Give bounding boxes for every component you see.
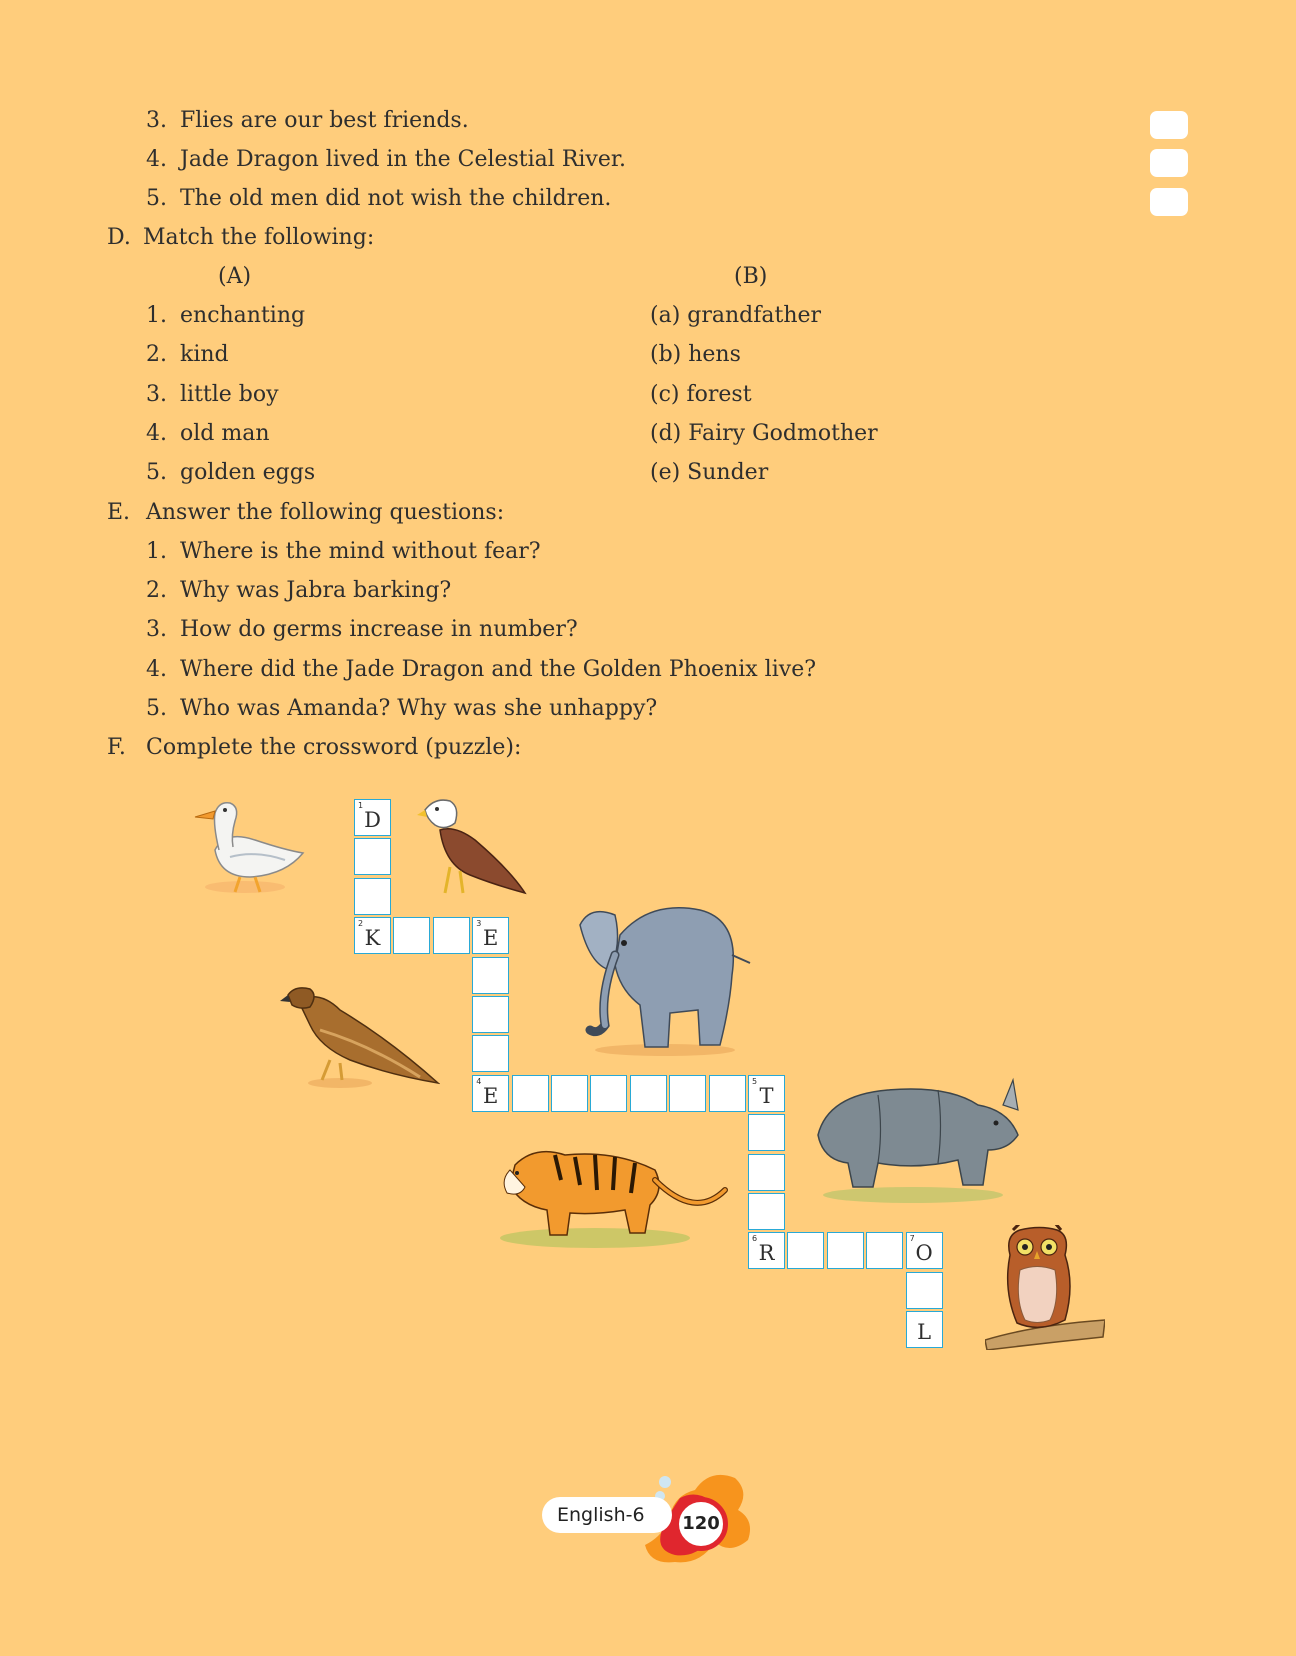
item-text: kind bbox=[180, 342, 229, 367]
crossword-cell[interactable] bbox=[630, 1075, 667, 1112]
item-text: The old men did not wish the children. bbox=[180, 186, 612, 211]
match-item-b: (c) forest bbox=[650, 382, 752, 407]
item-text: Where is the mind without fear? bbox=[180, 539, 541, 564]
crossword-cell[interactable] bbox=[906, 1311, 943, 1348]
match-item-b: (e) Sunder bbox=[650, 460, 769, 485]
crossword-cell[interactable] bbox=[906, 1232, 943, 1269]
section-heading: Complete the crossword (puzzle): bbox=[146, 735, 522, 760]
section-heading: Match the following: bbox=[143, 225, 375, 250]
crossword-cell[interactable] bbox=[472, 957, 509, 994]
item-number: 4. bbox=[146, 657, 167, 682]
item-text: enchanting bbox=[180, 303, 306, 328]
clue-number: 3 bbox=[476, 919, 482, 929]
item-text: Jade Dragon lived in the Celestial River. bbox=[180, 147, 626, 172]
crossword-cell[interactable] bbox=[354, 838, 391, 875]
item-text: little boy bbox=[180, 382, 279, 407]
crossword-cell[interactable] bbox=[748, 1232, 785, 1269]
item-number: 1. bbox=[146, 539, 167, 564]
book-title-pill bbox=[542, 1497, 672, 1533]
clue-number: 7 bbox=[909, 1234, 915, 1244]
given-letter: E bbox=[483, 1083, 499, 1108]
crossword-cell[interactable] bbox=[709, 1075, 746, 1112]
crossword-cell[interactable] bbox=[354, 917, 391, 954]
crossword-cell[interactable] bbox=[748, 1154, 785, 1191]
section-label: F. bbox=[107, 735, 126, 760]
crossword-cell[interactable] bbox=[472, 1075, 509, 1112]
crossword-cell[interactable] bbox=[906, 1272, 943, 1309]
crossword-cell[interactable] bbox=[827, 1232, 864, 1269]
column-b-header: (B) bbox=[734, 264, 768, 289]
crossword-cell[interactable] bbox=[472, 917, 509, 954]
crossword-cell[interactable] bbox=[512, 1075, 549, 1112]
crossword-cell[interactable] bbox=[472, 1035, 509, 1072]
given-letter: T bbox=[759, 1083, 774, 1108]
given-letter: D bbox=[364, 808, 381, 832]
section-heading: Answer the following questions: bbox=[146, 500, 505, 525]
crossword-cell[interactable] bbox=[748, 1114, 785, 1151]
given-letter: L bbox=[917, 1320, 932, 1345]
crossword-cell[interactable] bbox=[354, 799, 391, 836]
match-item-b: (d) Fairy Godmother bbox=[650, 421, 878, 446]
item-number: 1. bbox=[146, 303, 167, 328]
crossword-cell[interactable] bbox=[354, 878, 391, 915]
crossword-cell[interactable] bbox=[669, 1075, 706, 1112]
item-text: How do germs increase in number? bbox=[180, 617, 578, 642]
item-number: 3. bbox=[146, 108, 167, 133]
given-letter: R bbox=[758, 1241, 775, 1266]
given-letter: K bbox=[364, 926, 381, 951]
item-text: Why was Jabra barking? bbox=[180, 578, 452, 603]
crossword-cell[interactable] bbox=[748, 1193, 785, 1230]
crossword-cell[interactable] bbox=[748, 1075, 785, 1112]
page-number: 120 bbox=[674, 1497, 728, 1551]
crossword-cell[interactable] bbox=[472, 996, 509, 1033]
crossword-cell[interactable] bbox=[590, 1075, 627, 1112]
item-text: Flies are our best friends. bbox=[180, 108, 469, 133]
clue-number: 6 bbox=[752, 1234, 758, 1244]
item-number: 4. bbox=[146, 147, 167, 172]
match-item-b: (a) grandfather bbox=[650, 303, 822, 328]
crossword-cell[interactable] bbox=[393, 917, 430, 954]
section-label: E. bbox=[107, 500, 131, 525]
column-a-header: (A) bbox=[218, 264, 252, 289]
match-item-b: (b) hens bbox=[650, 342, 741, 367]
clue-number: 4 bbox=[476, 1076, 482, 1086]
given-letter: O bbox=[915, 1241, 933, 1266]
section-label: D. bbox=[107, 225, 131, 250]
item-number: 5. bbox=[146, 186, 167, 211]
crossword-cell[interactable] bbox=[866, 1232, 903, 1269]
book-title: English-6 bbox=[557, 1504, 645, 1526]
crossword-cell[interactable] bbox=[787, 1232, 824, 1269]
item-number: 5. bbox=[146, 696, 167, 721]
item-text: Who was Amanda? Why was she unhappy? bbox=[180, 696, 658, 721]
item-number: 3. bbox=[146, 382, 167, 407]
item-number: 4. bbox=[146, 421, 167, 446]
item-text: old man bbox=[180, 421, 270, 446]
crossword-cell[interactable] bbox=[551, 1075, 588, 1112]
crossword-cell[interactable] bbox=[433, 917, 470, 954]
item-text: Where did the Jade Dragon and the Golden Phoenix live? bbox=[180, 657, 817, 682]
item-number: 2. bbox=[146, 578, 167, 603]
clue-number: 1 bbox=[358, 801, 364, 810]
clue-number: 2 bbox=[358, 919, 364, 929]
given-letter: E bbox=[483, 926, 499, 951]
item-number: 5. bbox=[146, 460, 167, 485]
item-number: 2. bbox=[146, 342, 167, 367]
clue-number: 5 bbox=[752, 1076, 758, 1086]
item-number: 3. bbox=[146, 617, 167, 642]
item-text: golden eggs bbox=[180, 460, 316, 485]
